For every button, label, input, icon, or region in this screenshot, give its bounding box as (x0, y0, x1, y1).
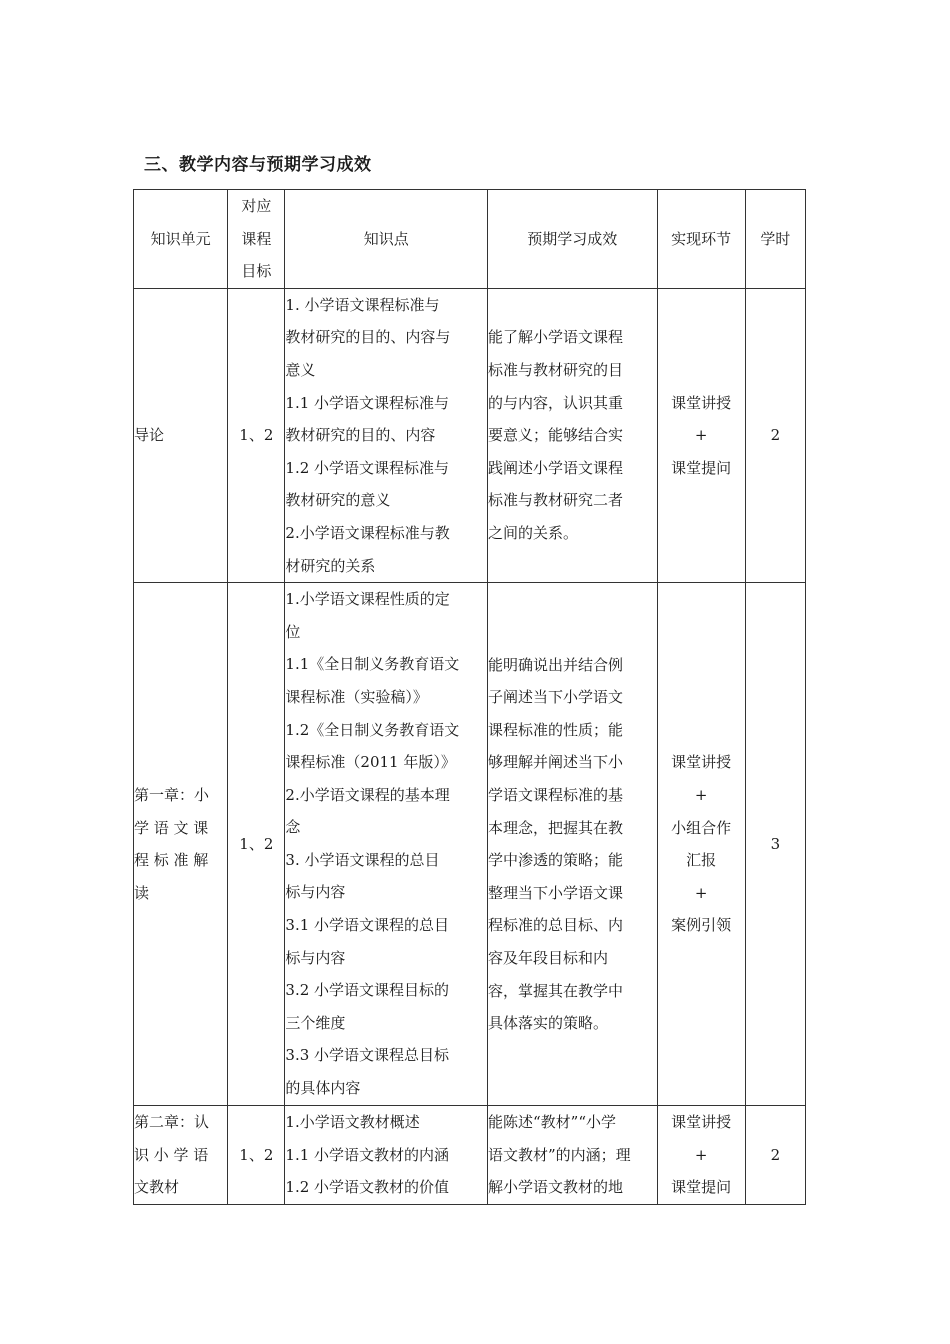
points-cell-line: 2.小学语文课程的基本理 (285, 785, 450, 804)
method-cell-line: + (694, 883, 708, 902)
method-cell (657, 583, 745, 1106)
points-cell-line: 标与内容 (285, 948, 346, 967)
header-goal-line: 对应 (241, 197, 272, 215)
points-cell (285, 583, 488, 1106)
unit-cell (134, 583, 228, 1106)
points-cell-line: 2.小学语文课程标准与教 (285, 523, 450, 542)
points-cell-line: 课程标准（实验稿）》 (285, 687, 428, 706)
points-cell (285, 288, 488, 582)
points-cell-line: 教材研究的目的、内容 (285, 426, 436, 445)
method-cell-line: 小组合作 (671, 818, 732, 837)
outcome-cell-line: 语文教材”的内涵；理 (488, 1145, 631, 1164)
outcome-cell-line: 容及年段目标和内 (488, 948, 609, 967)
points-cell-line: 3.1 小学语文课程的总目 (285, 916, 450, 935)
points-cell-line: 1.1 小学语文教材的内涵 (285, 1145, 450, 1164)
table-row (134, 1106, 806, 1205)
outcome-cell-line: 能陈述“教材”“小学 (488, 1113, 617, 1132)
unit-cell-line: 文教材 (134, 1178, 180, 1197)
outcome-cell-line: 具体落实的策略。 (488, 1014, 609, 1033)
method-cell-line: 课堂提问 (671, 458, 732, 477)
header-unit: 知识单元 (134, 190, 228, 289)
header-goal-line: 课程 (241, 229, 272, 248)
outcome-cell-line: 容，掌握其在教学中 (488, 981, 624, 1000)
unit-cell-line: 识 小 学 语 (134, 1145, 209, 1164)
method-cell-line: + (694, 1145, 708, 1164)
points-cell-line: 1. 小学语文课程标准与 (285, 295, 440, 314)
points-cell-line: 材研究的关系 (285, 556, 376, 575)
header-hours: 学时 (745, 190, 805, 289)
method-cell-line: 课堂讲授 (671, 1113, 732, 1132)
header-goal-line: 目标 (241, 262, 272, 281)
points-cell-line: 1.2 小学语文教材的价值 (285, 1178, 450, 1197)
points-cell-line: 1.1 小学语文课程标准与 (285, 393, 450, 412)
outcome-cell-line: 课程标准的性质；能 (488, 720, 624, 739)
points-cell-line: 3.3 小学语文课程总目标 (285, 1046, 450, 1065)
unit-cell (134, 1106, 228, 1205)
header-method: 实现环节 (657, 190, 745, 289)
unit-cell (134, 288, 228, 582)
unit-cell-line: 学 语 文 课 (134, 818, 209, 837)
section-title: 三、教学内容与预期学习成效 (144, 155, 372, 175)
outcome-cell-line: 本理念，把握其在教 (488, 818, 624, 837)
points-cell-line: 三个维度 (285, 1013, 346, 1032)
points-cell-line: 的具体内容 (285, 1079, 361, 1098)
outcome-cell-line: 整理当下小学语文课 (488, 883, 624, 902)
outcome-cell-line: 够理解并阐述当下小 (488, 753, 624, 772)
goal-cell: 1、2 (228, 583, 285, 1106)
header-points: 知识点 (285, 190, 488, 289)
method-cell-line: 课堂讲授 (671, 393, 732, 412)
points-cell-line: 1.小学语文教材概述 (285, 1113, 420, 1132)
outcome-cell-line: 学语文课程标准的基 (488, 785, 624, 804)
points-cell-line: 念 (285, 818, 301, 837)
method-cell (657, 288, 745, 582)
points-cell-line: 1.小学语文课程性质的定 (285, 590, 450, 609)
points-cell-line: 意义 (285, 360, 316, 379)
outcome-cell-line: 学中渗透的策略；能 (488, 851, 624, 870)
goal-cell: 1、2 (228, 1106, 285, 1205)
goal-cell: 1、2 (228, 288, 285, 582)
outcome-cell-line: 践阐述小学语文课程 (488, 458, 624, 477)
table-row (134, 583, 806, 1106)
unit-cell-line: 导论 (134, 426, 165, 445)
outcome-cell-line: 之间的关系。 (488, 523, 579, 542)
header-goal (228, 190, 285, 289)
points-cell-line: 3.2 小学语文课程目标的 (285, 981, 450, 1000)
outcome-cell-line: 解小学语文教材的地 (488, 1178, 624, 1197)
outcome-cell-line: 程标准的总目标、内 (488, 916, 624, 935)
hours-cell: 2 (745, 1106, 805, 1205)
outcome-cell-line: 要意义；能够结合实 (488, 426, 624, 445)
course-content-table (133, 189, 806, 1205)
hours-cell: 3 (745, 583, 805, 1106)
points-cell (285, 1106, 488, 1205)
outcome-cell (488, 1106, 658, 1205)
method-cell-line: + (694, 426, 708, 445)
unit-cell-line: 第二章：认 (134, 1113, 210, 1132)
method-cell (657, 1106, 745, 1205)
outcome-cell (488, 288, 658, 582)
points-cell-line: 3. 小学语文课程的总目 (285, 850, 440, 869)
hours-cell: 2 (745, 288, 805, 582)
method-cell-line: 课堂讲授 (671, 753, 732, 772)
points-cell-line: 1.2 小学语文课程标准与 (285, 458, 450, 477)
points-cell-line: 1.1《全日制义务教育语文 (285, 655, 460, 674)
method-cell-line: 课堂提问 (671, 1178, 732, 1197)
method-cell-line: 汇报 (686, 851, 717, 870)
points-cell-line: 课程标准（2011 年版）》 (285, 753, 456, 772)
outcome-cell-line: 能明确说出并结合例 (488, 655, 624, 674)
points-cell-line: 位 (285, 622, 301, 641)
method-cell-line: 案例引领 (671, 916, 732, 935)
points-cell-line: 1.2《全日制义务教育语文 (285, 720, 460, 739)
outcome-cell-line: 的与内容，认识其重 (488, 393, 624, 412)
table-header-row (134, 190, 806, 289)
outcome-cell-line: 标准与教材研究二者 (488, 491, 624, 510)
unit-cell-line: 读 (134, 883, 150, 902)
outcome-cell-line: 子阐述当下小学语文 (488, 688, 624, 707)
table-body (134, 288, 806, 1204)
header-outcome: 预期学习成效 (488, 190, 658, 289)
outcome-cell (488, 583, 658, 1106)
outcome-cell-line: 标准与教材研究的目 (488, 360, 624, 379)
unit-cell-line: 第一章：小 (134, 785, 210, 804)
outcome-cell-line: 能了解小学语文课程 (488, 328, 624, 347)
points-cell-line: 教材研究的意义 (285, 491, 391, 510)
points-cell-line: 标与内容 (285, 883, 346, 902)
unit-cell-line: 程 标 准 解 (134, 851, 209, 870)
table-row (134, 288, 806, 582)
method-cell-line: + (694, 785, 708, 804)
points-cell-line: 教材研究的目的、内容与 (285, 328, 451, 347)
